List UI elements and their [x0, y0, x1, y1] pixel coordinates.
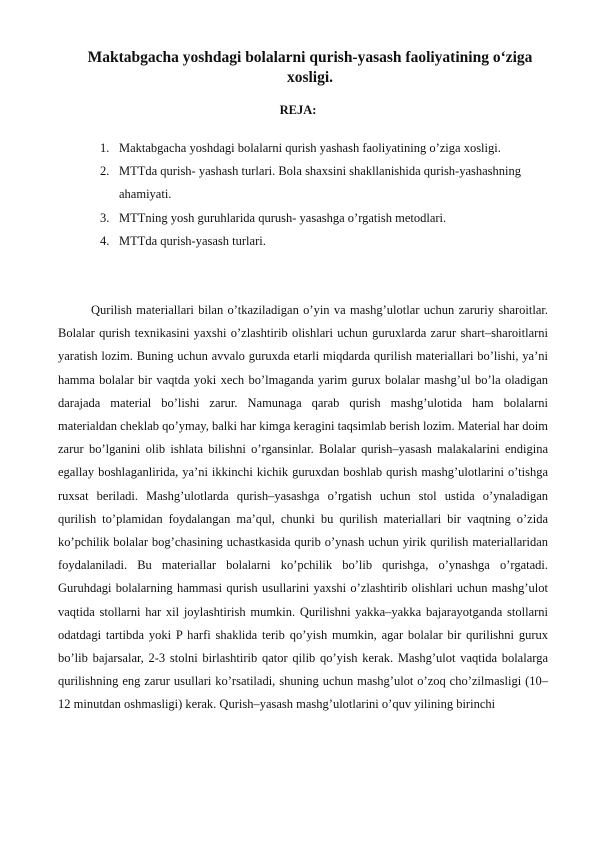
plan-item [100, 160, 560, 206]
plan-item-number: 2. [100, 164, 110, 179]
plan-item-number: 1. [100, 141, 110, 155]
plan-item-number: 3. [100, 210, 110, 225]
plan-item-text: MTTda qurish- yashash turlari. Bola shaxsini shakllanishida qurish-yashashning ahamiyati. [119, 164, 522, 202]
plan-item-text: MTTda qurish-yasash turlari. [119, 233, 266, 248]
body-paragraph: Qurilish materiallari bilan o’tkaziladigan o’yin va mashg’ulotlar uchun zaruriy sharoitlar. Bolalar qurish texnikasini yaxshi o’zlashtirib olishlari uchun guruxlarda zarur shart–sharoitlarni yaratish lozim. Buning uchun avvalo guruxda etarli miqdarda qurilish materiallari bo’lishi, ya’ni hamma bolalar bir vaqtda yoki xech bo’lmaganda yarim gurux bolalar mashg’ul bo’la oladigan darajada material bo’lishi zarur. Namunaga qarab qurish mashg’ulotida ham bolalarni materialdan cheklab qo’ymay, balki har kimga keragini taqsimlab berish lozim. Material har doim zarur bo’lganini olib ishlata bilishni o’rgansinlar. Bolalar qurish–yasash malakalarini endigina egallay boshlaganlirida, ya’ni ikkinchi kichik guruxdan boshlab qurish mashg’ulotlarini o’tishga ruxsat beriladi. Mashg’ulotlarda qurish–yasashga o’rgatish uchun stol ustida o’ynaladigan qurilish to’plamidan foydalangan ma’qul, chunki bu qurilish materiallari bir vaqtning o’zida ko’pchilik bolalar bog’chasining uchastkasida qurib o’ynash uchun yirik qurilish materiallaridan foydalaniladi. Bu materiallar bolalarni ko’pchilik bo’lib qurishga, o’ynashga o’rgatadi. Guruhdagi bolalarning hammasi qurish usullarini yaxshi o’zlashtirib olishlari uchun mashg’ulot vaqtida stollarni har xil joylashtirish mumkin. Qurilishni yakka–yakka bajarayotganda stollarni odatdagi tartibda yoki P harfi shaklida terib qo’yish mumkin, agar bolalar bir qurilishni gurux bo’lib bajarsalar, 2-3 stolni birlashtirib qator qilib qo’yish kerak. Mashg’ulot vaqtida bolalarga qurilishning eng zarur usullari ko’rsatiladi, shuning uchun mashg’ulot o’zoq cho’zilmasligi (10–12 minutdan oshmasligi) kerak. Qurish–yasash mashg’ulotlarini o’quv yilining birinchi [58, 303, 549, 712]
plan-list [100, 137, 560, 253]
plan-item-text: Maktabgacha yoshdagi bolalarni qurish yashash faoliyatining o’ziga xosligi. [119, 141, 501, 155]
plan-item [100, 230, 560, 253]
plan-item [100, 207, 560, 230]
plan-item-number: 4. [100, 233, 110, 248]
document-title: Maktabgacha yoshdagi bolalarni qurish-yasash faoliyatining o‘ziga xosligi. [87, 49, 533, 86]
plan-heading: REJA: [279, 103, 317, 117]
plan-item [100, 137, 560, 160]
plan-item-text: MTTning yosh guruhlarida qurush- yasashga o’rgatish metodlari. [119, 210, 447, 225]
